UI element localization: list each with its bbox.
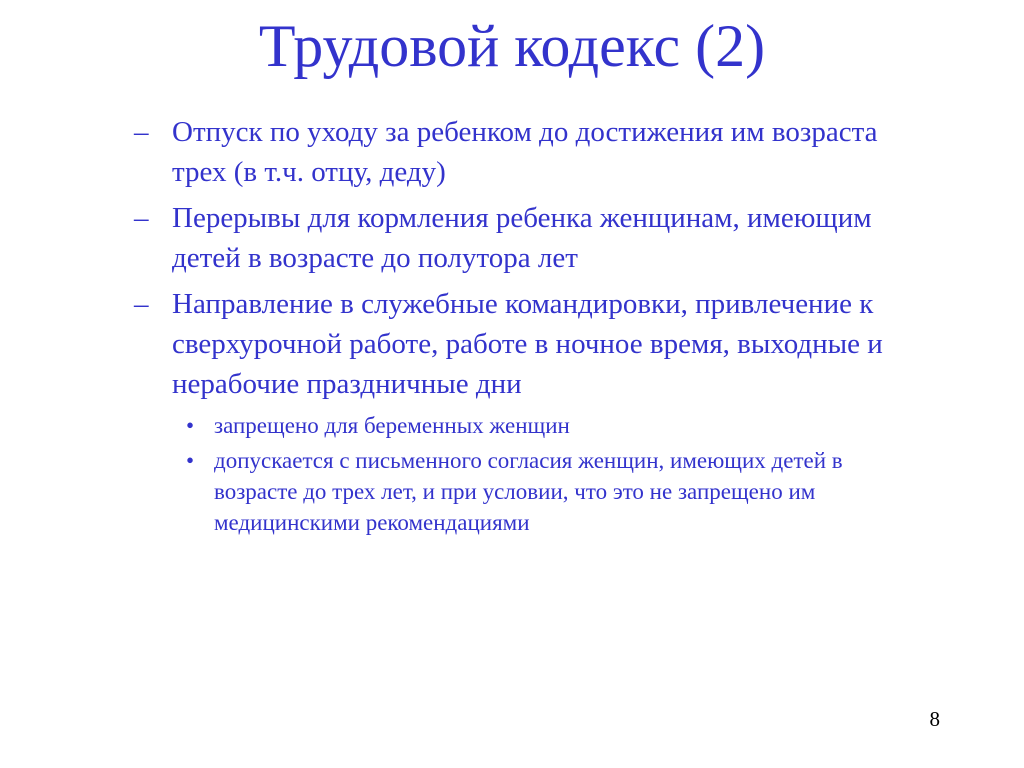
list-item-text: Отпуск по уходу за ребенком до достижения им возраста трех (в т.ч. отцу, деду) — [172, 116, 878, 188]
list-item-text: Направление в служебные командировки, привлечение к сверхурочной работе, работе в ночное время, выходные и нерабочие праздничные дни — [172, 288, 883, 400]
list-item-business-trips — [134, 284, 914, 404]
subitem-pregnant-women — [134, 410, 864, 441]
list-item-feeding-breaks — [134, 198, 914, 278]
list-item-parental-leave — [134, 112, 914, 192]
round-bullet-icon: • — [186, 413, 195, 438]
dash-bullet: – — [134, 288, 149, 320]
subitem-text: запрещено для беременных женщин — [214, 413, 570, 438]
subitem-written-consent — [134, 445, 864, 538]
slide-content — [134, 112, 914, 542]
list-item-text: Перерывы для кормления ребенка женщинам, имеющим детей в возрасте до полутора лет — [172, 202, 872, 274]
page-number: 8 — [929, 707, 940, 731]
dash-bullet: – — [134, 116, 149, 148]
slide-title: Трудовой кодекс (2) — [258, 13, 766, 79]
subitem-text: допускается с письменного согласия женщин, имеющих детей в возрасте до трех лет, и при условии, что это не запрещено им медицинскими рекомендациями — [214, 448, 843, 535]
dash-bullet: – — [134, 202, 149, 234]
round-bullet-icon: • — [186, 448, 195, 473]
